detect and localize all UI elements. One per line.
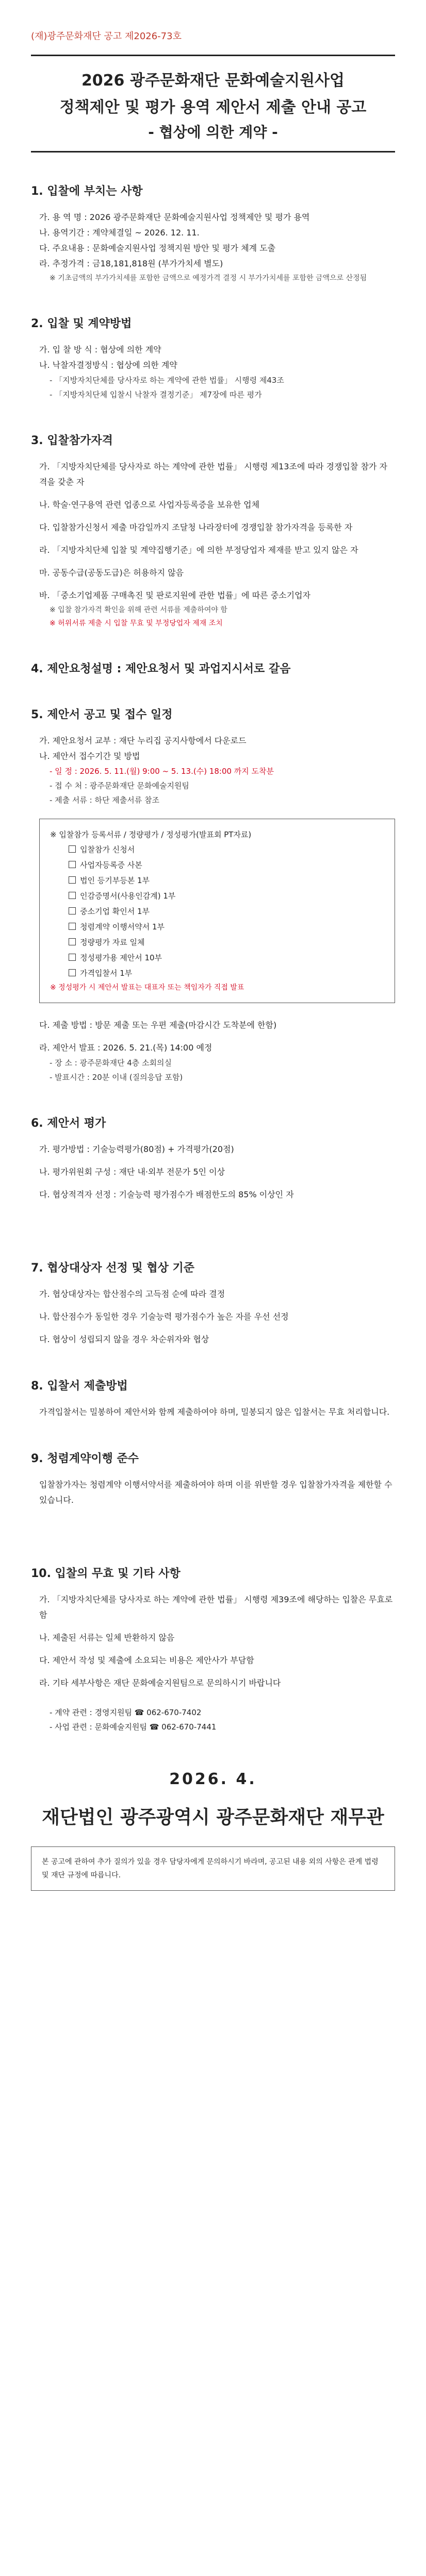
section-4 [31, 660, 395, 676]
title-box [31, 55, 395, 152]
list-item: - 제출 서류 : 하단 제출서류 참조 [50, 795, 159, 805]
section-title: 6. 제안서 평가 [31, 1117, 106, 1130]
list-item: 나. 평가위원회 구성 : 재단 내·외부 전문가 5인 이상 [39, 1167, 225, 1177]
list-item: - 「지방자치단체를 당사자로 하는 계약에 관한 법률」 시행령 제43조 [50, 376, 284, 385]
list-item: 다. 주요내용 : 문화예술지원사업 정책지원 방안 및 평가 체계 도출 [39, 243, 276, 253]
list-item: - 장 소 : 광주문화재단 4층 소회의실 [50, 1058, 172, 1067]
list-item: 나. 합산점수가 동일한 경우 기술능력 평가점수가 높은 자를 우선 선정 [39, 1312, 289, 1321]
list-item: 마. 공동수급(공동도급)은 허용하지 않음 [39, 568, 184, 578]
note: ※ 입찰 참가자격 확인을 위해 관련 서류를 제출하여야 함 [50, 606, 227, 614]
checklist-box [39, 819, 395, 1003]
section-title: 7. 협상대상자 선정 및 협상 기준 [31, 1262, 194, 1275]
list-item: - 「지방자치단체 입찰시 낙찰자 결정기준」 제7장에 따른 평가 [50, 390, 262, 399]
list-item: 나. 제출된 서류는 일체 반환하지 않음 [39, 1633, 175, 1642]
list-item: 라. 「지방자치단체 입찰 및 계약집행기준」에 의한 부정당업자 제재를 받고 있지 않은 자 [39, 545, 358, 555]
footer-organization: 재단법인 광주광역시 광주문화재단 재무관 [42, 1806, 384, 1828]
checklist-item: 청렴계약 이행서약서 1부 [69, 919, 384, 935]
list-item: 나. 제안서 접수기간 및 방법 [39, 751, 140, 761]
list-item: 다. 제출 방법 : 방문 제출 또는 우편 제출(마감시간 도착분에 한함) [39, 1020, 277, 1030]
list-item: 나. 용역기간 : 계약체결일 ~ 2026. 12. 11. [39, 228, 200, 238]
checkbox-icon [69, 861, 76, 868]
section-1 [31, 182, 395, 285]
section-10 [31, 1565, 395, 1734]
section-9 [31, 1450, 395, 1508]
section-7 [31, 1259, 395, 1347]
footer-notice: 본 공고에 관하여 추가 질의가 있을 경우 담당자에게 문의하시기 바라며, 공고된 내용 외의 사항은 관계 법령 및 재단 규정에 따릅니다. [31, 1846, 395, 1891]
paragraph: 입찰참가자는 청렴계약 이행서약서를 제출하여야 하며 이를 위반할 경우 입찰참가자격을 제한할 수 있습니다. [39, 1480, 392, 1505]
checklist-item: 정량평가 자료 일체 [69, 935, 384, 950]
section-title: 10. 입찰의 무효 및 기타 사항 [31, 1567, 181, 1580]
section-title: 2. 입찰 및 계약방법 [31, 317, 132, 330]
list-item: 가. 용 역 명 : 2026 광주문화재단 문화예술지원사업 정책제안 및 평가 용역 [39, 212, 310, 222]
contact-row: - 사업 관련 : 문화예술지원팀 ☎ 062-670-7441 [50, 1722, 217, 1732]
contact-row: - 계약 관련 : 경영지원팀 ☎ 062-670-7402 [50, 1708, 202, 1717]
list-item: 라. 기타 세부사항은 재단 문화예술지원팀으로 문의하시기 바랍니다 [39, 1678, 281, 1688]
document-ref: (재)광주문화재단 공고 제2026-73호 [31, 31, 182, 42]
paragraph: 가격입찰서는 밀봉하여 제안서와 함께 제출하여야 하며, 밀봉되지 않은 입찰서는 무효 처리합니다. [39, 1407, 390, 1417]
list-item: 가. 제안요청서 교부 : 재단 누리집 공지사항에서 다운로드 [39, 736, 247, 745]
checklist-item: 중소기업 확인서 1부 [69, 904, 384, 919]
list-item: - 접 수 처 : 광주문화재단 문화예술지원팀 [50, 781, 189, 790]
checkbox-icon [69, 969, 76, 976]
checkbox-icon [69, 845, 76, 853]
list-item: 라. 제안서 발표 : 2026. 5. 21.(목) 14:00 예정 [39, 1043, 212, 1053]
checklist-title: ※ 입찰참가 등록서류 / 정량평가 / 정성평가(발표회 PT자료) [50, 830, 252, 839]
title-line-3: - 협상에 의한 계약 - [148, 124, 278, 141]
note: ※ 허위서류 제출 시 입찰 무효 및 부정당업자 제재 조치 [50, 619, 223, 628]
checklist-item: 법인 등기부등본 1부 [69, 873, 384, 888]
list-item: 가. 「지방자치단체를 당사자로 하는 계약에 관한 법률」 시행령 제13조에 따라 경쟁입찰 참가 자격을 갖춘 자 [39, 462, 387, 487]
checklist-item: 입찰참가 신청서 [69, 842, 384, 857]
list-item: 바. 「중소기업제품 구매촉진 및 판로지원에 관한 법률」에 따른 중소기업자 [39, 590, 310, 600]
title-line-2: 정책제안 및 평가 용역 제안서 제출 안내 공고 [59, 98, 367, 116]
section-6 [31, 1114, 395, 1202]
checkbox-icon [69, 876, 76, 884]
list-item: 나. 낙찰자결정방식 : 협상에 의한 계약 [39, 360, 177, 370]
section-3 [31, 432, 395, 630]
section-title: 8. 입찰서 제출방법 [31, 1380, 128, 1393]
checkbox-icon [69, 938, 76, 945]
list-item: - 발표시간 : 20분 이내 (질의응답 포함) [50, 1073, 183, 1082]
note: ※ 기초금액의 부가가치세를 포함한 금액으로 예정가격 결정 시 부가가치세를 포함한 금액으로 산정됨 [50, 274, 367, 282]
list-item: 가. 입 찰 방 식 : 협상에 의한 계약 [39, 345, 161, 354]
checkbox-icon [69, 892, 76, 899]
checkbox-icon [69, 954, 76, 961]
section-5 [31, 706, 395, 1084]
checkbox-icon [69, 907, 76, 914]
checklist-item: 사업자등록증 사본 [69, 857, 384, 873]
section-title: 9. 청렴계약이행 준수 [31, 1452, 139, 1465]
list-item: 다. 협상적격자 선정 : 기술능력 평가점수가 배점한도의 85% 이상인 자 [39, 1190, 294, 1199]
section-8 [31, 1377, 395, 1420]
list-item: 다. 제안서 작성 및 제출에 소요되는 비용은 제안사가 부담함 [39, 1655, 254, 1665]
note: ※ 정성평가 시 제안서 발표는 대표자 또는 책임자가 직접 발표 [50, 984, 244, 992]
checklist-item: 인감증명서(사용인감계) 1부 [69, 888, 384, 904]
list-item: 가. 「지방자치단체를 당사자로 하는 계약에 관한 법률」 시행령 제39조에 해당하는 입찰은 무효로 함 [39, 1595, 393, 1620]
footer-date: 2026. 4. [169, 1770, 257, 1788]
submission-period: - 일 정 : 2026. 5. 11.(월) 9:00 ~ 5. 13.(수) 18:00 까지 도착분 [50, 767, 274, 776]
list-item: 나. 학술·연구용역 관련 업종으로 사업자등록증을 보유한 업체 [39, 500, 260, 510]
section-2 [31, 315, 395, 402]
section-title: 1. 입찰에 부치는 사항 [31, 185, 143, 198]
section-title: 4. 제안요청설명 : 제안요청서 및 과업지시서로 갈음 [31, 663, 291, 675]
checkbox-icon [69, 923, 76, 930]
checklist-item: 정성평가용 제안서 10부 [69, 950, 384, 965]
section-title: 5. 제안서 공고 및 접수 일정 [31, 708, 173, 721]
list-item: 라. 추정가격 : 금18,181,818원 (부가가치세 별도) [39, 259, 223, 268]
list-item: 가. 평가방법 : 기술능력평가(80점) + 가격평가(20점) [39, 1144, 234, 1154]
checklist-item: 가격입찰서 1부 [69, 965, 384, 981]
list-item: 다. 협상이 성립되지 않을 경우 차순위자와 협상 [39, 1334, 209, 1344]
list-item: 다. 입찰참가신청서 제출 마감일까지 조달청 나라장터에 경쟁입찰 참가자격을 등록한 자 [39, 522, 353, 532]
list-item: 가. 협상대상자는 합산점수의 고득점 순에 따라 결정 [39, 1289, 225, 1299]
section-title: 3. 입찰참가자격 [31, 434, 113, 447]
title-line-1: 2026 광주문화재단 문화예술지원사업 [81, 72, 345, 90]
